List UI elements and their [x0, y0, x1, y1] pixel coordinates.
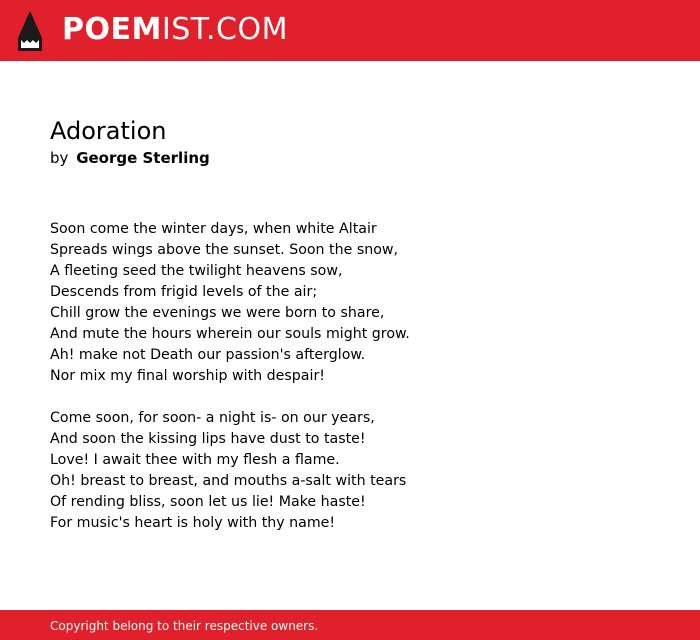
logo-bold-text: POEM [62, 12, 162, 47]
site-logo[interactable] [62, 12, 288, 48]
site-header [0, 0, 700, 61]
poem-line: Spreads wings above the sunset. Soon the snow, [50, 242, 399, 258]
poem-line: Oh! breast to breast, and mouths a-salt with tears [50, 473, 407, 489]
poem-line: Soon come the winter days, when white Altair [50, 221, 377, 237]
poem-line: Love! I await thee with my flesh a flame. [50, 452, 340, 468]
poem-line: For music's heart is holy with thy name! [50, 515, 336, 531]
byline [50, 148, 210, 168]
poem-line: Come soon, for soon- a night is- on our years, [50, 410, 375, 426]
poem-line: A fleeting seed the twilight heavens sow, [50, 263, 343, 279]
stanza [50, 219, 670, 387]
logo-light-text: IST.COM [161, 12, 288, 47]
by-label: by [50, 149, 69, 167]
poem-line: And mute the hours wherein our souls might grow. [50, 326, 410, 342]
poem-line: Chill grow the evenings we were born to share, [50, 305, 385, 321]
site-footer [0, 610, 700, 640]
poem-body [50, 219, 670, 555]
copyright-text: Copyright belong to their respective owners. [50, 619, 319, 633]
poem-line: Descends from frigid levels of the air; [50, 284, 318, 300]
poem-line: Nor mix my final worship with despair! [50, 368, 325, 384]
pencil-icon[interactable] [17, 10, 43, 52]
poem-line: And soon the kissing lips have dust to taste! [50, 431, 366, 447]
author-name: George Sterling [76, 149, 210, 167]
poem-line: Ah! make not Death our passion's afterglow. [50, 347, 366, 363]
stanza [50, 408, 670, 534]
poem-line: Of rending bliss, soon let us lie! Make haste! [50, 494, 366, 510]
poem-title: Adoration [50, 117, 167, 145]
